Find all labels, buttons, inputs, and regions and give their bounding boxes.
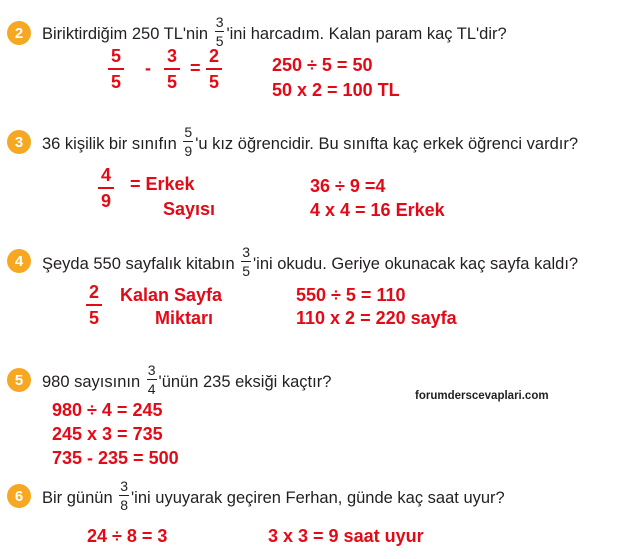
question-text	[42, 478, 505, 515]
answer-fraction	[86, 283, 102, 327]
answer-line: 250 ÷ 5 = 50	[272, 55, 373, 75]
answer-label: Sayısı	[163, 199, 216, 219]
answer-fraction	[108, 47, 124, 91]
answer-fraction-denominator: 5	[89, 308, 100, 328]
question-text-before: Şeyda 550 sayfalık kitabın	[42, 254, 235, 273]
answer-line: 50 x 2 = 100 TL	[272, 80, 400, 100]
fraction-denominator: 9	[184, 143, 193, 159]
answer-line: 980 ÷ 4 = 245	[52, 400, 163, 420]
question-fraction	[119, 479, 129, 512]
answer-line: 24 ÷ 8 = 3	[87, 526, 168, 546]
question-text	[42, 124, 579, 161]
answer-line: 110 x 2 = 220 sayfa	[296, 308, 457, 328]
answer-fraction	[98, 166, 114, 210]
answer-fraction-numerator: 5	[108, 47, 124, 70]
minus-sign: -	[145, 58, 151, 78]
question-number: 4	[14, 252, 24, 270]
answer-line: 4 x 4 = 16 Erkek	[310, 200, 445, 220]
answer-fraction-denominator: 5	[167, 72, 178, 92]
answer-fraction-numerator: 3	[164, 47, 180, 70]
question-fraction	[183, 125, 193, 158]
question-text	[42, 362, 332, 399]
question-text-before: Bir günün	[42, 488, 113, 507]
question-number: 2	[14, 24, 24, 42]
question-text-after: 'u kız öğrencidir. Bu sınıfta kaç erkek öğrenci vardır?	[195, 134, 579, 153]
answer-line: 550 ÷ 5 = 110	[296, 285, 406, 305]
answer-label: Miktarı	[155, 308, 214, 328]
question-number-badge	[7, 21, 31, 45]
question-text-after: 'ini uyuyarak geçiren Ferhan, günde kaç saat uyur?	[131, 488, 505, 507]
answer-label: = Erkek	[130, 174, 195, 194]
fraction-denominator: 5	[242, 263, 251, 279]
question-text-after: 'ini harcadım. Kalan param kaç TL'dir?	[226, 24, 507, 43]
answer-line: 735 - 235 = 500	[52, 448, 179, 468]
question-number-badge	[7, 368, 31, 392]
watermark: forumderscevaplari.com	[415, 390, 549, 402]
question-text-before: 980 sayısının	[42, 372, 141, 391]
fraction-numerator: 3	[215, 14, 224, 30]
answer-fraction	[164, 47, 180, 91]
fraction-denominator: 8	[120, 497, 129, 513]
question-fraction	[241, 245, 251, 278]
question-text-after: 'ini okudu. Geriye okunacak kaç sayfa kaldı?	[253, 254, 579, 273]
question-text-before: Biriktirdiğim 250 TL'nin	[42, 24, 209, 43]
fraction-numerator: 3	[147, 362, 156, 378]
question-text-before: 36 kişilik bir sınıfın	[42, 134, 177, 153]
question-fraction	[147, 363, 157, 396]
answer-fraction	[206, 47, 222, 91]
question-number: 3	[14, 133, 24, 151]
answer-line: 36 ÷ 9 =4	[310, 176, 386, 196]
answer-fraction-denominator: 5	[209, 72, 220, 92]
question-number: 5	[14, 371, 24, 389]
fraction-numerator: 3	[242, 244, 251, 260]
answer-fraction-numerator: 2	[86, 283, 102, 306]
answer-line: 245 x 3 = 735	[52, 424, 163, 444]
answer-fraction-denominator: 5	[111, 72, 122, 92]
question-number-badge	[7, 484, 31, 508]
question-text	[42, 244, 579, 281]
question-number: 6	[14, 487, 24, 505]
answer-fraction-numerator: 4	[98, 166, 114, 189]
answer-line: 3 x 3 = 9 saat uyur	[268, 526, 424, 546]
question-number-badge	[7, 249, 31, 273]
fraction-numerator: 5	[184, 124, 193, 140]
answer-label: Kalan Sayfa	[120, 285, 223, 305]
fraction-denominator: 5	[215, 33, 224, 49]
question-fraction	[215, 15, 225, 48]
equals-sign: =	[190, 58, 201, 78]
question-number-badge	[7, 130, 31, 154]
question-text-after: 'ünün 235 eksiği kaçtır?	[158, 372, 332, 391]
fraction-numerator: 3	[120, 478, 129, 494]
answer-fraction-denominator: 9	[101, 191, 112, 211]
fraction-denominator: 4	[147, 381, 156, 397]
answer-fraction-numerator: 2	[206, 47, 222, 70]
